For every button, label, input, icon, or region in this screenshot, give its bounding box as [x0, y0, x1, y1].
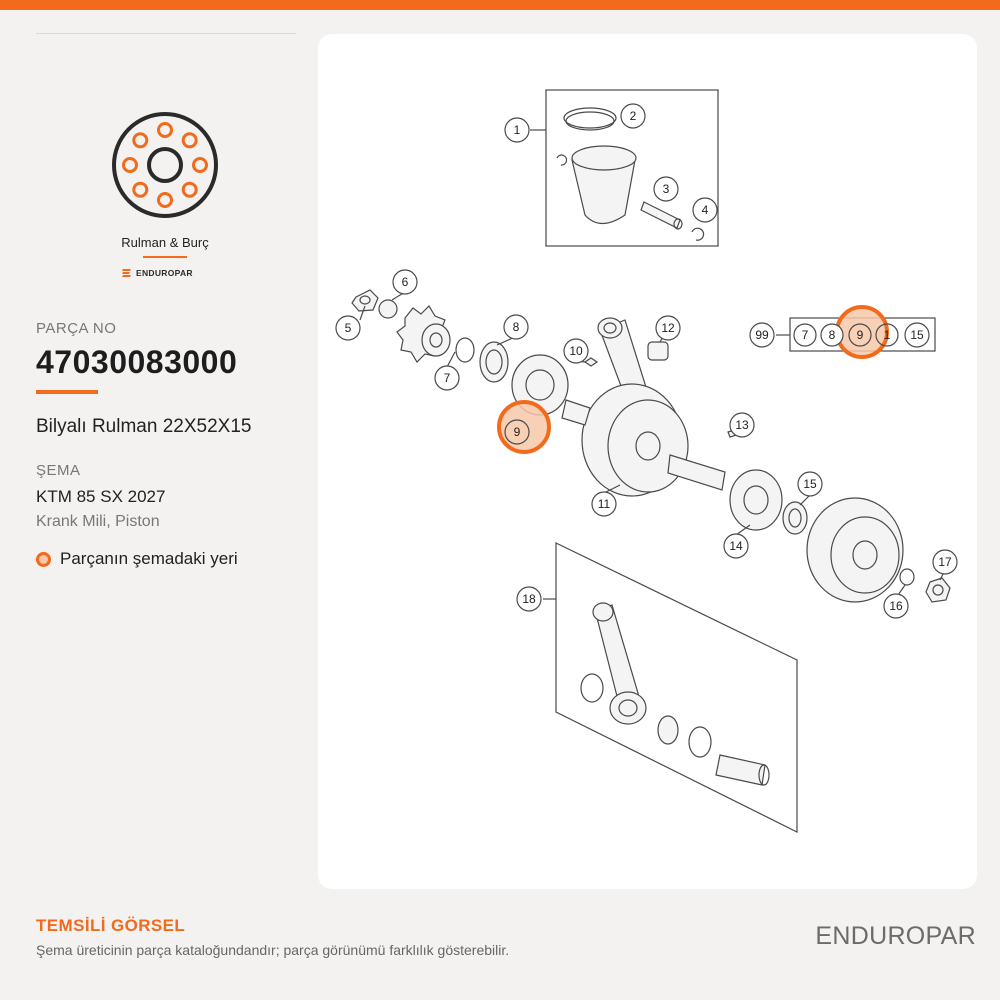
enduropar-mark-icon [122, 268, 132, 278]
callout-number: 10 [569, 344, 583, 358]
callout-number: 15 [803, 477, 817, 491]
callout-number: 16 [889, 599, 903, 613]
kit-item-9 [849, 324, 871, 346]
callout-6 [393, 270, 417, 294]
oring-part [456, 338, 474, 362]
needle-bearing-part [648, 342, 668, 360]
callout-8 [504, 315, 528, 339]
callout-number: 7 [443, 371, 451, 385]
callout-number: 8 [512, 320, 520, 334]
callout-11 [592, 492, 616, 516]
callout-number: 3 [662, 182, 670, 196]
footer-title: TEMSİLİ GÖRSEL [36, 916, 186, 935]
top-divider [36, 33, 296, 34]
brand-small-logo [122, 266, 212, 280]
kit-item-1 [876, 324, 898, 346]
footer-brand: ENDUROPAR [815, 922, 976, 950]
callout-number: 8 [828, 328, 836, 342]
callout-17 [933, 550, 957, 574]
category-underline [143, 256, 187, 258]
highlight-legend-icon [36, 552, 51, 567]
callout-number: 6 [401, 275, 409, 289]
callout-number: 9 [856, 328, 864, 342]
nut-part [352, 290, 378, 311]
callout-10 [564, 339, 588, 363]
top-accent-bar [0, 0, 1000, 10]
callout-5 [336, 316, 360, 340]
seal-part [480, 342, 508, 382]
kit-pin-part [716, 755, 765, 785]
callout-number: 1 [513, 123, 521, 137]
callout-3 [654, 177, 678, 201]
callout-number: 15 [910, 328, 924, 342]
callout-number: 1 [883, 328, 891, 342]
callout-number: 9 [513, 425, 521, 439]
pin-part [585, 358, 597, 366]
callout-number: 12 [661, 321, 675, 335]
bearing-part-right [730, 470, 782, 530]
category-label: Rulman & Burç [121, 235, 209, 250]
footer-note: Şema üreticinin parça kataloğundandır; parça görünümü farklılık gösterebilir. [36, 942, 510, 958]
nut-part-right [926, 578, 950, 602]
circlip-part [692, 228, 704, 240]
callout-number: 7 [801, 328, 809, 342]
callout-14 [724, 534, 748, 558]
legend-text: Parçanın şemadaki yeri [60, 549, 238, 568]
callout-number: 99 [755, 328, 769, 342]
kit-washer-part-2 [689, 727, 711, 757]
callout-99 [750, 323, 774, 347]
vehicle-model: KTM 85 SX 2027 [36, 487, 166, 506]
washer-part-right [900, 569, 914, 585]
schema-label: ŞEMA [36, 462, 81, 479]
callout-number: 17 [938, 555, 952, 569]
exploded-diagram [318, 34, 977, 889]
diagram-card [318, 34, 977, 889]
kit-item-8 [821, 324, 843, 346]
kit-bearing-part [658, 716, 678, 744]
kit-washer-part [581, 674, 603, 702]
callout-18 [517, 587, 541, 611]
seal-part-right [783, 502, 807, 534]
callout-16 [884, 594, 908, 618]
callout-15 [798, 472, 822, 496]
callout-number: 13 [735, 418, 749, 432]
washer-part [379, 300, 397, 318]
part-number: 47030083000 [36, 344, 238, 380]
kit-item-15 [905, 323, 929, 347]
callout-2 [621, 104, 645, 128]
piston-ring-part [564, 108, 616, 128]
callout-number: 4 [701, 203, 709, 217]
callout-number: 5 [344, 321, 352, 335]
callout-number: 11 [597, 497, 611, 511]
kit-item-7 [794, 324, 816, 346]
conrod-kit-frame [556, 543, 797, 832]
callout-number: 14 [729, 539, 743, 553]
callout-7 [435, 366, 459, 390]
callout-number: 18 [522, 592, 536, 606]
callout-13 [730, 413, 754, 437]
callout-number: 2 [629, 109, 637, 123]
callout-12 [656, 316, 680, 340]
part-number-label: PARÇA NO [36, 320, 117, 337]
callout-1 [505, 118, 529, 142]
callout-4 [693, 198, 717, 222]
part-number-underline [36, 390, 98, 394]
callout-9 [505, 420, 529, 444]
bearing-icon [110, 110, 220, 220]
schema-section: Krank Mili, Piston [36, 513, 160, 530]
part-name: Bilyalı Rulman 22X52X15 [36, 416, 252, 437]
crank-journal-part [668, 455, 725, 490]
brand-small-text: ENDUROPAR [136, 268, 193, 278]
legend [36, 549, 238, 569]
